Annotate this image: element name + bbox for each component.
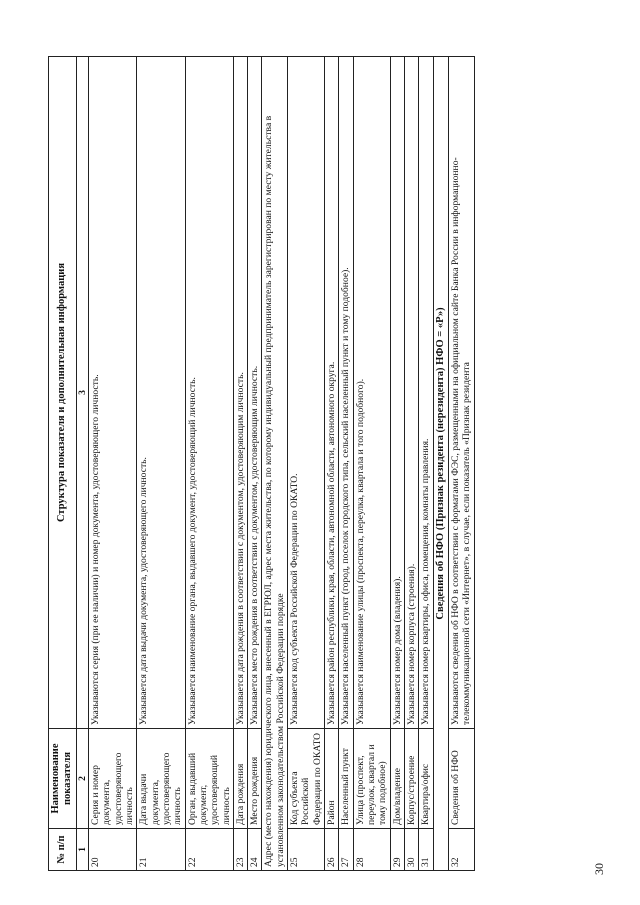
row-description: Указываются сведения об НФО в соответствии с форматами ФЭС, размещенными на официальном сайте Банка России в информационно-телекоммуникационной сети «Интернет», в случае, если показатель «Признак резидента (448, 57, 474, 729)
row-number: 27 (339, 829, 353, 871)
indicator-table (48, 56, 475, 871)
row-description: Указывается место рождения в соответствии с документом, удостоверяющим личность. (248, 57, 262, 729)
row-number: 32 (448, 829, 474, 871)
row-name: Улица (проспект, переулок, квартал и тому подобное) (353, 729, 390, 829)
column-number-3: 3 (76, 57, 88, 729)
row-name: Место рождения (248, 729, 262, 829)
row-number: 22 (185, 829, 233, 871)
row-number: 21 (137, 829, 185, 871)
table-row (353, 57, 390, 871)
row-description: Указываются серия (при ее наличии) и номер документа, удостоверяющего личность. (89, 57, 137, 729)
header-structure: Структура показателя и дополнительная информация (49, 57, 77, 729)
row-description: Указывается наименование органа, выдавшего документ, удостоверяющий личность. (185, 57, 233, 729)
table-row (185, 57, 233, 871)
row-number: 31 (419, 829, 433, 871)
row-description: Указывается наименование улицы (проспекта, переулка, квартала и того подобного). (353, 57, 390, 729)
row-description: Указывается населенный пункт (город, поселок городского типа, сельский населенный пункт и тому подобное). (339, 57, 353, 729)
row-number: 24 (248, 829, 262, 871)
row-description: Указывается код субъекта Российской Федерации по ОКАТО. (288, 57, 325, 729)
row-description: Указывается номер квартиры, офиса, помещения, комнаты правления. (419, 57, 433, 729)
row-description: Указывается дата рождения в соответствии с документом, удостоверяющим личность. (233, 57, 247, 729)
table-row (248, 57, 262, 871)
row-name: Дата выдачи документа, удостоверяющего личность (137, 729, 185, 829)
table-row (390, 57, 404, 871)
row-description: Указывается номер корпуса (строения). (404, 57, 418, 729)
row-number: 23 (233, 829, 247, 871)
row-description: Указывается номер дома (владения). (390, 57, 404, 729)
table-row (419, 57, 433, 871)
section-row (433, 57, 448, 871)
row-name: Орган, выдавший документ, удостоверяющий личность (185, 729, 233, 829)
table-row (339, 57, 353, 871)
table-row (89, 57, 137, 871)
column-number-2: 2 (76, 729, 88, 829)
column-number-row (76, 57, 88, 871)
row-description: Указывается район республики, края, области, автономной области, автономного округа. (325, 57, 339, 729)
row-number: 26 (325, 829, 339, 871)
row-name: Район (325, 729, 339, 829)
row-name: Квартира/офис (419, 729, 433, 829)
row-name: Код субъекта Российской Федерации по ОКАТО (288, 729, 325, 829)
header-num: № п/п (49, 829, 77, 871)
page-number: 30 (592, 863, 606, 875)
row-number: 28 (353, 829, 390, 871)
row-name: Корпус/строение (404, 729, 418, 829)
row-number: 25 (288, 829, 325, 871)
row-number: 20 (89, 829, 137, 871)
address-span-text: Адрес (место нахождения) юридического лица, внесенный в ЕГРЮЛ, адрес места жительства, по которому индивидуальный предприниматель зарегистрирован по месту жительства в установленном законодательством Российской Федерации порядке (262, 57, 288, 871)
table-row (448, 57, 474, 871)
header-name: Наименование показателя (49, 729, 77, 829)
column-number-1: 1 (76, 829, 88, 871)
row-name: Дом/владение (390, 729, 404, 829)
row-name: Дата рождения (233, 729, 247, 829)
address-span-row (262, 57, 288, 871)
row-description: Указывается дата выдачи документа, удостоверяющего личность. (137, 57, 185, 729)
table-row (288, 57, 325, 871)
row-name: Сведения об НФО (448, 729, 474, 829)
row-number: 30 (404, 829, 418, 871)
table-row (233, 57, 247, 871)
row-name: Населенный пункт (339, 729, 353, 829)
section-title: Сведения об НФО (Признак резидента (нерезидента) НФО = «Р») (433, 57, 448, 871)
table-row (137, 57, 185, 871)
table-header-row (49, 57, 77, 871)
row-number: 29 (390, 829, 404, 871)
row-name: Серия и номер документа, удостоверяющего личность (89, 729, 137, 829)
table-row (404, 57, 418, 871)
table-row (325, 57, 339, 871)
